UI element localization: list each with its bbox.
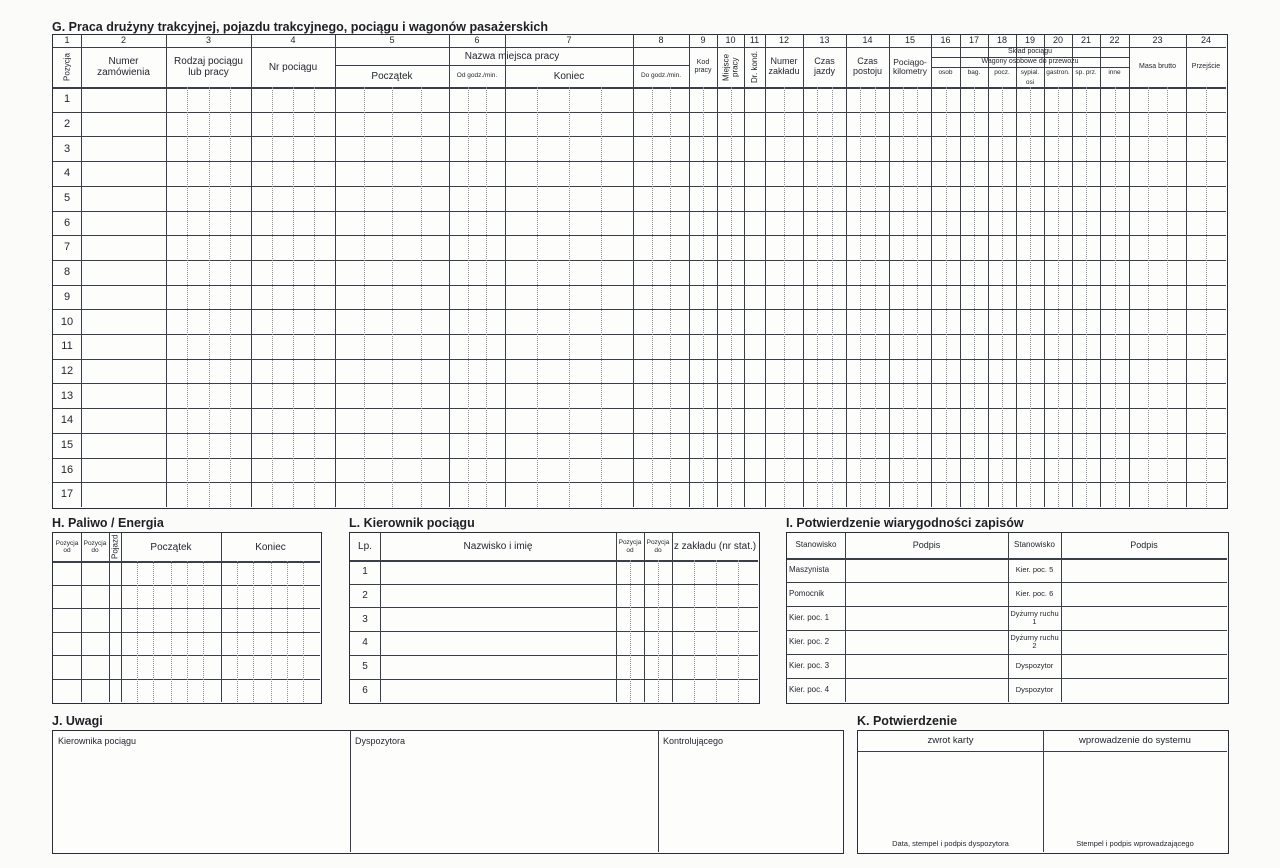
col-number-6: 6	[474, 35, 480, 46]
i-right-role-6: Dyspozytor	[1015, 684, 1054, 694]
header-h-poz-do: Pozycja do	[83, 539, 107, 554]
section-l-table	[349, 532, 760, 704]
header-bag: bag.	[967, 69, 981, 77]
section-k-box	[857, 730, 1229, 854]
header-pozycja: Pozycja	[62, 53, 72, 82]
header-dr-kond: Dr. kond.	[750, 51, 759, 84]
section-i-title: I. Potwierdzenie wiarygodności zapisów	[786, 516, 1024, 530]
i-left-role-1: Maszynista	[789, 564, 830, 574]
header-kod-pracy: Kod pracy	[694, 59, 712, 74]
section-g-table	[52, 34, 1228, 509]
header-miejsce-pracy: Miejsce pracy	[721, 53, 740, 81]
j-kierownika-label: Kierownika pociągu	[58, 736, 137, 747]
section-i-table	[786, 532, 1229, 704]
header-koniec: Koniec	[553, 70, 585, 82]
header-poczatek: Początek	[371, 70, 413, 82]
section-k-title: K. Potwierdzenie	[857, 714, 958, 728]
header-i-stanowisko-left: Stanowisko	[795, 540, 837, 550]
col-number-7: 7	[566, 35, 572, 46]
header-osob: osob	[938, 69, 953, 77]
i-right-role-2: Kier. poc. 6	[1015, 588, 1054, 598]
i-right-role-1: Kier. poc. 5	[1015, 564, 1054, 574]
col-number-1: 1	[64, 35, 70, 46]
l-row-number-1: 1	[362, 566, 368, 578]
header-sklad: Skład pociągu	[1008, 48, 1052, 56]
i-left-role-5: Kier. poc. 3	[789, 660, 830, 670]
header-od-godz: Od godz./min.	[456, 72, 498, 80]
col-number-13: 13	[819, 35, 830, 46]
col-number-3: 3	[205, 35, 211, 46]
header-nr-pociagu: Nr pociągu	[268, 61, 318, 73]
row-number-9: 9	[63, 290, 71, 303]
col-number-23: 23	[1152, 35, 1163, 46]
row-number-8: 8	[63, 266, 71, 279]
j-dyspozytora-label: Dyspozytora	[355, 736, 406, 747]
row-number-17: 17	[60, 488, 74, 501]
i-right-role-4: Dyżurny ruchu 2	[1010, 632, 1059, 650]
l-row-number-2: 2	[362, 590, 368, 602]
header-l-poz-od: Pozycja od	[618, 539, 642, 554]
header-czas-jazdy: Czas jazdy	[813, 56, 835, 76]
row-number-12: 12	[60, 364, 74, 377]
l-row-number-3: 3	[362, 613, 368, 625]
header-inne: inne	[1108, 69, 1121, 77]
header-gastron: gastron.	[1046, 69, 1070, 77]
section-h-table	[52, 532, 322, 704]
header-h-pojazd: Pojazd	[110, 534, 120, 560]
row-number-4: 4	[63, 167, 71, 180]
section-l-title: L. Kierownik pociągu	[349, 516, 475, 530]
row-number-10: 10	[60, 315, 74, 328]
row-number-7: 7	[63, 241, 71, 254]
header-osi: osi	[1025, 79, 1035, 87]
header-l-poz-do: Pozycja do	[646, 539, 670, 554]
row-number-1: 1	[63, 93, 71, 106]
header-numer-zakladu: Numer zakładu	[768, 56, 800, 76]
header-h-poz-od: Pozycja od	[55, 539, 79, 554]
header-h-koniec: Koniec	[255, 541, 286, 553]
header-l-z-zakladu: z zakładu (nr stat.)	[673, 541, 757, 552]
row-number-14: 14	[60, 414, 74, 427]
header-l-nazwisko: Nazwisko i imię	[463, 541, 533, 552]
row-number-15: 15	[60, 439, 74, 452]
i-right-role-3: Dyżurny ruchu 1	[1010, 608, 1059, 626]
row-number-3: 3	[63, 142, 71, 155]
l-row-number-6: 6	[362, 684, 368, 696]
header-nazwa-miejsca: Nazwa miejsca pracy	[464, 50, 560, 62]
row-number-11: 11	[61, 340, 73, 353]
i-left-role-4: Kier. poc. 2	[789, 636, 830, 646]
header-h-poczatek: Początek	[150, 541, 192, 553]
col-number-9: 9	[700, 35, 706, 46]
header-i-podpis-left: Podpis	[912, 539, 941, 550]
j-kontrolujacego-label: Kontrolującego	[663, 736, 724, 747]
row-number-6: 6	[63, 216, 71, 229]
section-h-title: H. Paliwo / Energia	[52, 516, 164, 530]
l-row-number-4: 4	[362, 637, 368, 649]
col-number-20: 20	[1052, 35, 1063, 46]
col-number-14: 14	[862, 35, 873, 46]
col-number-4: 4	[290, 35, 296, 46]
header-sp-prz: sp. prz.	[1075, 69, 1097, 77]
header-numer-zamowienia: Numer zamówienia	[97, 56, 150, 78]
col-number-15: 15	[904, 35, 915, 46]
col-number-12: 12	[778, 35, 789, 46]
header-czas-postoju: Czas postoju	[852, 56, 883, 76]
header-sypial: sypial.	[1020, 69, 1040, 77]
section-g-title: G. Praca drużyny trakcyjnej, pojazdu trakcyjnego, pociągu i wagonów pasażerskich	[52, 20, 548, 34]
col-number-24: 24	[1200, 35, 1211, 46]
col-number-16: 16	[940, 35, 951, 46]
i-left-role-3: Kier. poc. 1	[789, 612, 830, 622]
col-number-5: 5	[389, 35, 395, 46]
section-j-box	[52, 730, 844, 854]
col-number-22: 22	[1109, 35, 1120, 46]
row-number-5: 5	[63, 192, 71, 205]
col-number-17: 17	[968, 35, 979, 46]
k-wprowadzenie-label: wprowadzenie do systemu	[1079, 734, 1191, 746]
header-pociagokm: Pociągo-kilometry	[892, 56, 927, 76]
k-zwrot-label: zwrot karty	[927, 734, 974, 746]
i-left-role-6: Kier. poc. 4	[789, 684, 830, 694]
col-number-8: 8	[658, 35, 664, 46]
header-masa: Masa brutto	[1139, 63, 1176, 71]
row-number-13: 13	[60, 389, 74, 402]
col-number-10: 10	[725, 35, 736, 46]
row-number-2: 2	[63, 117, 71, 130]
header-i-podpis-right: Podpis	[1130, 539, 1158, 550]
l-row-number-5: 5	[362, 661, 368, 673]
header-przejscie: Przejście	[1191, 63, 1221, 71]
col-number-19: 19	[1024, 35, 1035, 46]
header-l-lp: Lp.	[358, 541, 372, 552]
header-i-stanowisko-right: Stanowisko	[1014, 540, 1055, 550]
section-j-title: J. Uwagi	[52, 714, 103, 728]
col-number-18: 18	[996, 35, 1007, 46]
header-rodzaj: Rodzaj pociągu lub pracy	[174, 56, 243, 78]
i-left-role-2: Pomocnik	[789, 588, 825, 598]
k-stempel-label: Stempel i podpis wprowadzającego	[1076, 838, 1194, 848]
col-number-11: 11	[749, 35, 760, 46]
header-do-godz: Do godz./min.	[640, 72, 682, 80]
k-data-stempel-label: Data, stempel i podpis dyspozytora	[892, 838, 1009, 848]
col-number-21: 21	[1080, 35, 1091, 46]
header-pocz: pocz.	[994, 69, 1010, 77]
col-number-2: 2	[120, 35, 126, 46]
i-right-role-5: Dyspozytor	[1015, 660, 1054, 670]
header-wagony: Wagony osobowe do przewozu	[981, 58, 1079, 66]
row-number-16: 16	[60, 463, 74, 476]
